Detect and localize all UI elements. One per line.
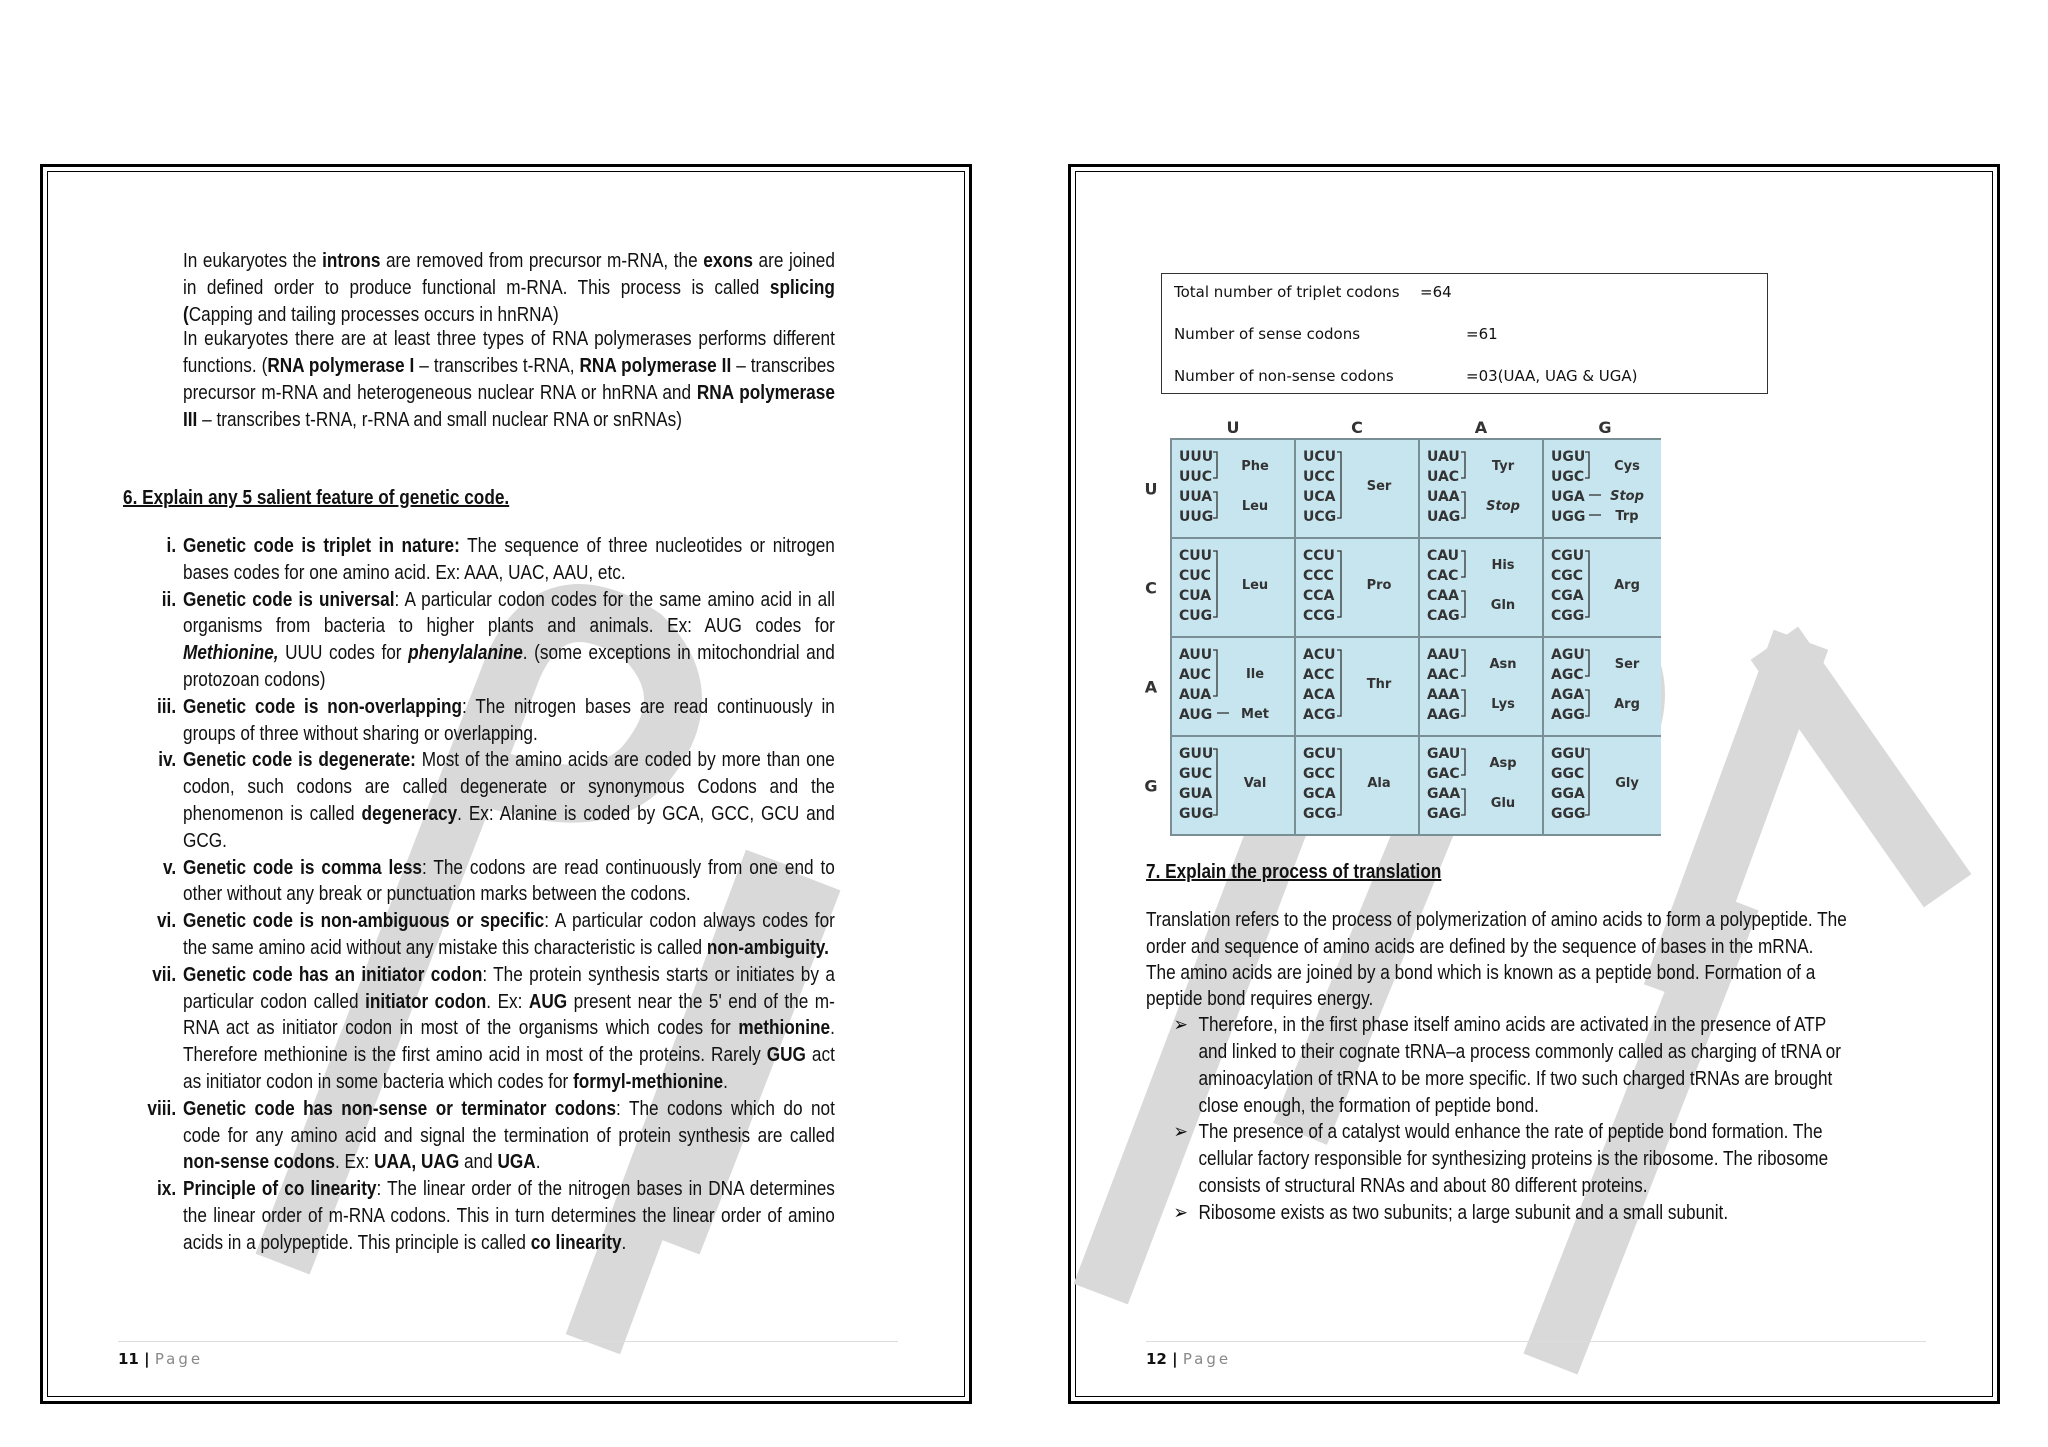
amino-acid-label: Stop <box>1610 489 1644 504</box>
amino-acid-label: Pro <box>1366 578 1392 593</box>
feature-item: iv. Genetic code is degenerate: Most of the amino acids are coded by more than one codon, such codons are called degenerate or synonymous Codons and the phenomenon is called degeneracy. Ex: Alanine is coded by GCA, GCC, GCU and GCG. <box>183 747 835 854</box>
summary-value: =61 <box>1466 325 1498 343</box>
feature-number: ix. <box>156 1178 177 1201</box>
codon-label: UAA <box>1427 489 1460 505</box>
codon-label: CUA <box>1179 588 1212 604</box>
question-6-heading <box>123 485 572 511</box>
feature-item: v. Genetic code is comma less: The codons are read continuously from one end to other without any break or punctuation marks between the codons. <box>183 855 835 909</box>
codon-label: AAC <box>1427 667 1459 683</box>
codon-label: GCC <box>1303 766 1336 782</box>
codon-label: UUA <box>1179 489 1213 505</box>
question-title: 6. Explain any 5 salient feature of genetic code. <box>123 487 510 509</box>
amino-acid-label: Stop <box>1486 499 1520 514</box>
intro-block <box>183 248 941 434</box>
column-header: U <box>1226 418 1240 437</box>
amino-acid-label: Glu <box>1490 796 1516 811</box>
amino-acid-label: Asn <box>1489 657 1517 672</box>
footer-separator: | <box>1166 1350 1183 1368</box>
codon-label: AUG <box>1179 707 1213 723</box>
feature-number: v. <box>163 856 177 879</box>
feature-item: i. Genetic code is triplet in nature: The sequence of three nucleotides or nitrogen bases codes for one amino acid. Ex: AAA, UAC, AAU, etc. <box>183 533 835 587</box>
feature-number: vi. <box>156 910 177 933</box>
codon-label: CAA <box>1427 588 1459 604</box>
amino-acid-label: Gly <box>1615 776 1639 791</box>
codon-label: AUA <box>1179 687 1212 703</box>
codon-label: GAG <box>1427 806 1461 822</box>
page-number: 11 <box>118 1350 139 1368</box>
codon-label: GGC <box>1551 766 1585 782</box>
codon-label: CUU <box>1179 548 1213 564</box>
page-footer <box>1146 1341 1926 1368</box>
summary-value: =64 <box>1420 283 1452 301</box>
column-header: G <box>1598 418 1612 437</box>
codon-label: UCU <box>1303 449 1337 465</box>
feature-number: i. <box>166 535 177 557</box>
codon-label: UCA <box>1303 489 1336 505</box>
codon-label: CCU <box>1303 548 1335 564</box>
feature-number: iv. <box>158 749 177 772</box>
page-11 <box>40 164 972 1404</box>
page-label: Page <box>154 1350 204 1368</box>
codon-label: UCG <box>1303 509 1337 525</box>
feature-item: viii. Genetic code has non-sense or terminator codons: The codons which do not code for any amino acid and signal the termination of protein synthesis are called non-sense codons. Ex: UAA, UAG and UGA. <box>183 1096 835 1176</box>
codon-label: ACA <box>1303 687 1335 703</box>
paragraph: Translation refers to the process of polymerization of amino acids to form a polypeptide. The order and sequence of amino acids are defined by the sequence of bases in the mRNA. <box>1146 909 1847 958</box>
codon-label: AGG <box>1551 707 1585 723</box>
codon-label: AGC <box>1551 667 1584 683</box>
page-label: Page <box>1182 1350 1232 1368</box>
codon-label: ACU <box>1303 647 1336 663</box>
feature-item: ix. Principle of co linearity: The linear order of the nitrogen bases in DNA determines the linear order of m-RNA codons. This in turn determines the linear order of amino acids in a polypeptide. This principle is called co linearity. <box>183 1176 835 1256</box>
codon-label: GCU <box>1303 746 1337 762</box>
bullet-item: ➢ Ribosome exists as two subunits; a large subunit and a small subunit. <box>1146 1200 1849 1227</box>
codon-label: AUC <box>1179 667 1212 683</box>
codon-label: GUA <box>1179 786 1213 802</box>
codon-label: AGU <box>1551 647 1585 663</box>
codon-label: CAG <box>1427 608 1460 624</box>
page-number: 12 <box>1146 1350 1167 1368</box>
codon-label: CCG <box>1303 608 1336 624</box>
arrow-bullet-icon: ➢ <box>1173 1121 1188 1144</box>
paragraph: The amino acids are joined by a bond which is known as a peptide bond. Formation of a peptide bond requires energy. <box>1146 961 1816 1011</box>
amino-acid-label: Tyr <box>1491 459 1515 474</box>
codon-label: AGA <box>1551 687 1585 703</box>
codon-label: UUG <box>1179 509 1214 525</box>
amino-acid-label: Val <box>1243 776 1267 791</box>
column-header: C <box>1351 418 1363 437</box>
codon-summary-box <box>1161 273 1768 394</box>
amino-acid-label: Ile <box>1245 667 1265 682</box>
codon-label: AAA <box>1427 687 1460 703</box>
row-header: A <box>1144 677 1158 697</box>
arrow-bullet-icon: ➢ <box>1173 1201 1188 1224</box>
codon-label: GGA <box>1551 786 1585 802</box>
codon-label: CAU <box>1427 548 1460 564</box>
codon-label: UUC <box>1179 469 1213 485</box>
codon-label: UAU <box>1427 449 1460 465</box>
codon-label: GCA <box>1303 786 1336 802</box>
translation-block <box>1146 907 1963 1227</box>
amino-acid-label: Arg <box>1614 578 1640 593</box>
amino-acid-label: Phe <box>1241 459 1269 474</box>
codon-label: GCG <box>1303 806 1337 822</box>
codon-label: AUU <box>1179 647 1213 663</box>
feature-item: iii. Genetic code is non-overlapping: The nitrogen bases are read continuously in groups of three without sharing or overlapping. <box>183 694 835 748</box>
row-header: G <box>1144 776 1158 796</box>
codon-label: CGU <box>1551 548 1585 564</box>
codon-label: CGA <box>1551 588 1584 604</box>
codon-label: AAU <box>1427 647 1460 663</box>
amino-acid-label: Ser <box>1366 479 1392 494</box>
amino-acid-label: His <box>1491 558 1515 573</box>
feature-item: vi. Genetic code is non-ambiguous or specific: A particular codon always codes for the same amino acid without any mistake this characteristic is called non-ambiguity. <box>183 908 835 962</box>
arrow-bullet-icon: ➢ <box>1173 1014 1188 1037</box>
intro-paragraph-1: In eukaryotes the introns are removed from precursor m-RNA, the exons are joined in defined order to produce functional m-RNA. This process is called splicing (Capping and tailing processes occurs in hnRNA) <box>183 250 835 326</box>
amino-acid-label: Thr <box>1366 677 1392 692</box>
amino-acid-label: Arg <box>1614 697 1640 712</box>
column-header: A <box>1474 418 1488 437</box>
codon-label: GGU <box>1551 746 1586 762</box>
footer-separator: | <box>138 1350 155 1368</box>
page-footer <box>118 1341 898 1368</box>
codon-label: UCC <box>1303 469 1335 485</box>
page-12 <box>1068 164 2000 1404</box>
bullet-item: ➢ Therefore, in the first phase itself amino acids are activated in the presence of ATP and linked to their cognate tRNA–a process commonly called as charging of tRNA or aminoacylation of tRNA to be more specific. If two such charged tRNAs are brought close enough, the formation of peptide bond. <box>1173 1014 1841 1117</box>
codon-label: UGC <box>1551 469 1585 485</box>
amino-acid-label: Lys <box>1491 697 1515 712</box>
feature-item: vii. Genetic code has an initiator codon: The protein synthesis starts or initiates by a particular codon called initiator codon. Ex: AUG present near the 5' end of the m-RNA act as initiator codon in most of the organisms which codes for methionine. Therefore methionine is the first amino acid in most of the proteins. Rarely GUG act as initiator codon in some bacteria which codes for formyl-methionine. <box>183 962 835 1096</box>
codon-label: UGA <box>1551 489 1585 505</box>
codon-label: GUU <box>1179 746 1214 762</box>
codon-label: GAC <box>1427 766 1460 782</box>
codon-label: CCC <box>1303 568 1334 584</box>
summary-value: =03(UAA, UAG & UGA) <box>1466 367 1638 385</box>
feature-number: iii. <box>156 695 177 718</box>
codon-label: GUC <box>1179 766 1213 782</box>
codon-label: ACC <box>1303 667 1335 683</box>
intro-paragraph-2: In eukaryotes there are at least three types of RNA polymerases performs different functions. (RNA polymerase I – transcribes t-RNA, RNA polymerase II – transcribes precursor m-RNA and heterogeneous nuclear RNA or hnRNA and RNA polymerase III – transcribes t-RNA, r-RNA and small nuclear RNA or snRNAs) <box>183 328 835 431</box>
question-7-heading <box>1146 859 1489 885</box>
amino-acid-label: Cys <box>1614 459 1640 474</box>
genetic-code-features <box>147 533 941 1257</box>
row-header: C <box>1145 578 1157 598</box>
codon-label: UAG <box>1427 509 1461 525</box>
codon-label: ACG <box>1303 707 1336 723</box>
codon-label: UAC <box>1427 469 1460 485</box>
amino-acid-label: Met <box>1241 707 1269 722</box>
summary-label: Number of non-sense codons <box>1174 367 1394 385</box>
amino-acid-label: Ala <box>1367 776 1391 791</box>
bullet-item: ➢ The presence of a catalyst would enhance the rate of peptide bond formation. The cellular factory responsible for synthesizing proteins is the ribosome. The ribosome consists of structural RNAs and about 80 different proteins. <box>1173 1121 1829 1197</box>
amino-acid-label: Leu <box>1241 499 1269 514</box>
summary-label: Total number of triplet codons <box>1174 283 1400 301</box>
codon-label: UGU <box>1551 449 1586 465</box>
feature-item: ii. Genetic code is universal: A particular codon codes for the same amino acid in all organisms from bacteria to higher plants and animals. Ex: AUG codes for Methionine, UUU codes for phenylalanine. (some exceptions in mitochondrial and protozoan codons) <box>183 587 835 694</box>
codon-label: CUC <box>1179 568 1211 584</box>
feature-number: viii. <box>147 1097 177 1120</box>
codon-label: GGG <box>1551 806 1586 822</box>
amino-acid-label: Leu <box>1241 578 1269 593</box>
codon-table <box>1141 417 1661 853</box>
codon-label: UUU <box>1179 449 1214 465</box>
codon-label: AAG <box>1427 707 1461 723</box>
feature-number: ii. <box>161 588 177 611</box>
row-header: U <box>1144 479 1158 499</box>
amino-acid-label: Gln <box>1490 598 1516 613</box>
codon-label: GAA <box>1427 786 1461 802</box>
codon-label: CGG <box>1551 608 1585 624</box>
codon-label: GAU <box>1427 746 1461 762</box>
codon-label: UGG <box>1551 509 1586 525</box>
codon-label: GUG <box>1179 806 1214 822</box>
codon-label: CGC <box>1551 568 1584 584</box>
summary-label: Number of sense codons <box>1174 325 1361 343</box>
amino-acid-label: Trp <box>1615 509 1639 524</box>
codon-label: CCA <box>1303 588 1335 604</box>
amino-acid-label: Asp <box>1489 756 1517 771</box>
codon-label: CAC <box>1427 568 1459 584</box>
codon-label: CUG <box>1179 608 1213 624</box>
amino-acid-label: Ser <box>1614 657 1640 672</box>
question-title: 7. Explain the process of translation <box>1146 861 1442 883</box>
feature-number: vii. <box>152 963 177 986</box>
